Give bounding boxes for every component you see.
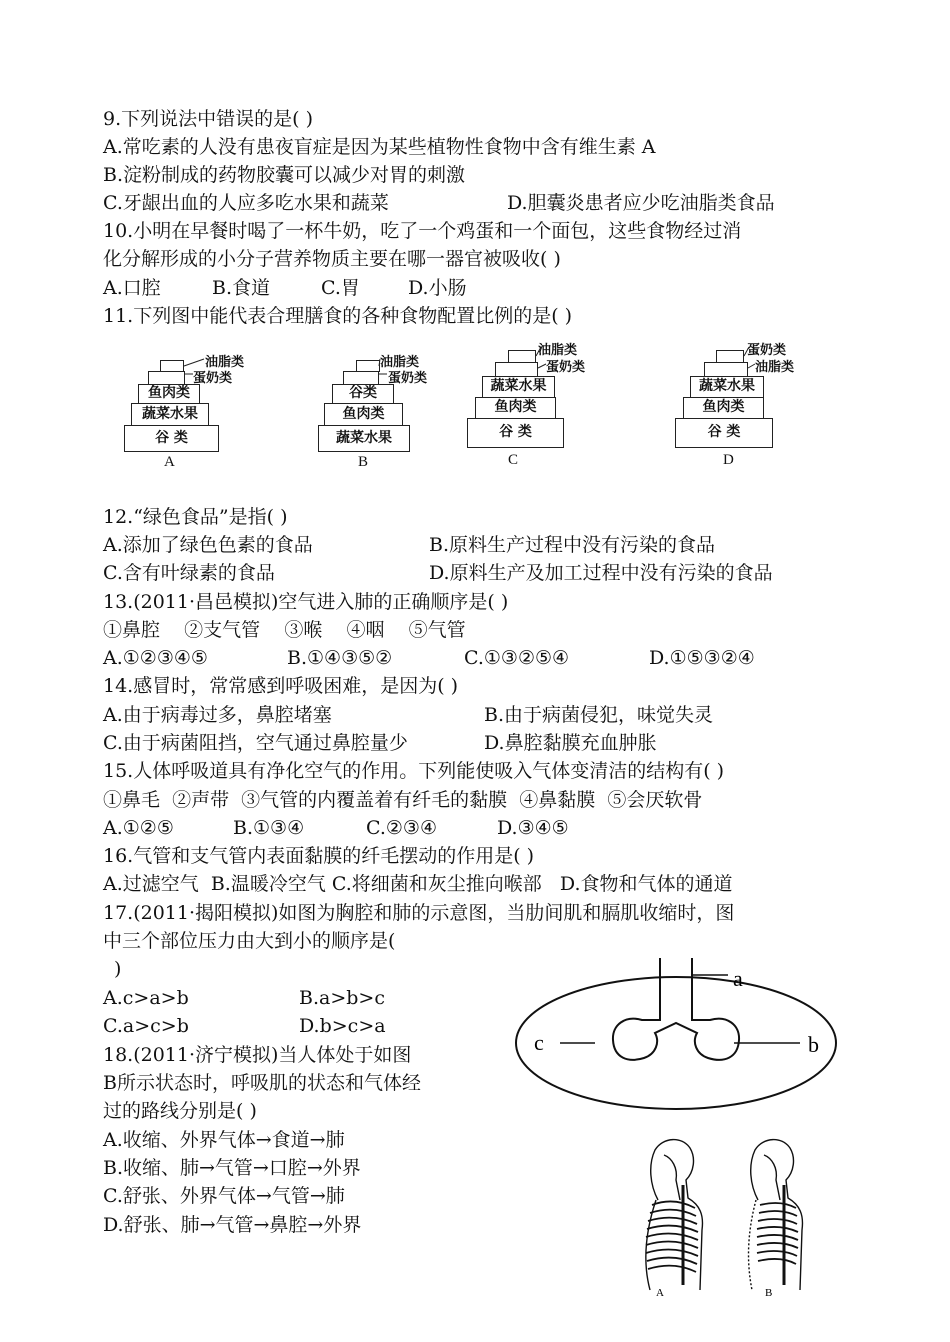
q14-option-a: A.由于病毒过多，鼻腔堵塞	[103, 704, 332, 726]
pyramid-c-level-3: 蔬菜水果	[482, 376, 555, 398]
q18-stem-1: 18.(2011·济宁模拟)当人体处于如图	[103, 1044, 412, 1066]
fig-label-a: a	[733, 966, 743, 991]
q12-option-b: B.原料生产过程中没有污染的食品	[429, 534, 716, 556]
q18-stem-3: 过的路线分别是( )	[103, 1100, 257, 1122]
q15-option-a: A.①②⑤	[103, 817, 174, 839]
torso-a-illustration	[646, 1140, 703, 1290]
q13-option-c: C.①③②⑤④	[464, 647, 570, 669]
pyramid-b-level-3: 谷类	[332, 384, 394, 404]
q9-option-a: A.常吃素的人没有患夜盲症是因为某些植物性食物中含有维生素 A	[103, 136, 656, 158]
q15-option-b: B.①③④	[233, 817, 305, 839]
q12-option-a: A.添加了绿色色素的食品	[103, 534, 313, 556]
q10-stem-2: 化分解形成的小分子营养物质主要在哪一器官被吸收( )	[103, 248, 561, 270]
q16-stem: 16.气管和支气管内表面黏膜的纤毛摆动的作用是( )	[103, 845, 535, 867]
pyramid-a-level-2: 蔬菜水果	[131, 403, 209, 426]
q17-stem-3: )	[114, 958, 122, 980]
pyramid-d-level-2: 鱼肉类	[683, 397, 764, 419]
q18-option-b: B.收缩、肺→气管→口腔→外界	[103, 1157, 361, 1179]
pyramid-c-top-label-1: 油脂类	[538, 343, 578, 358]
q9-option-c: C.牙龈出血的人应多吃水果和蔬菜	[103, 192, 389, 214]
pyramid-c-top-label-2: 蛋奶类	[546, 360, 586, 375]
q17-option-a: A.c>a>b	[103, 987, 189, 1009]
q14-option-b: B.由于病菌侵犯，味觉失灵	[484, 704, 714, 726]
q12-option-c: C.含有叶绿素的食品	[103, 562, 275, 584]
pyramid-d-caption: D	[723, 452, 734, 468]
q17-stem-1: 17.(2011·揭阳模拟)如图为胸腔和肺的示意图，当肋间肌和膈肌收缩时，图	[103, 902, 735, 924]
q17-option-d: D.b>c>a	[299, 1015, 386, 1037]
torso-a-caption: A	[656, 1287, 664, 1299]
q9-option-d: D.胆囊炎患者应少吃油脂类食品	[507, 192, 775, 214]
torso-b-illustration	[749, 1140, 803, 1290]
pyramid-a-caption: A	[164, 454, 175, 470]
q10-option-a: A.口腔	[103, 277, 161, 299]
pyramid-b-top-label-2: 蛋奶类	[388, 371, 428, 386]
q13-option-a: A.①②③④⑤	[103, 647, 208, 669]
q9-stem: 9.下列说法中错误的是( )	[103, 108, 313, 130]
q18-stem-2: B所示状态时，呼吸肌的状态和气体经	[103, 1072, 421, 1094]
q15-stem: 15.人体呼吸道具有净化空气的作用。下列能使吸入气体变清洁的结构有( )	[103, 760, 725, 782]
q14-option-d: D.鼻腔黏膜充血肿胀	[484, 732, 657, 754]
pyramid-d-top-label-2: 油脂类	[755, 360, 795, 375]
pyramid-d-level-3: 蔬菜水果	[690, 376, 764, 398]
pyramid-a-level-1: 谷 类	[124, 425, 219, 452]
q15-items: ①鼻毛 ②声带 ③气管的内覆盖着有纤毛的黏膜 ④鼻黏膜 ⑤会厌软骨	[103, 789, 703, 811]
q14-stem: 14.感冒时，常常感到呼吸困难，是因为( )	[103, 675, 459, 697]
pyramid-a-top-label-2: 蛋奶类	[193, 371, 233, 386]
pyramid-c-level-2: 鱼肉类	[475, 397, 556, 419]
q15-option-d: D.③④⑤	[497, 817, 569, 839]
q10-stem-1: 10.小明在早餐时喝了一杯牛奶，吃了一个鸡蛋和一个面包，这些食物经过消	[103, 220, 742, 242]
q17-option-c: C.a>c>b	[103, 1015, 189, 1037]
q11-stem: 11.下列图中能代表合理膳食的各种食物配置比例的是( )	[103, 305, 573, 327]
q16-options: A.过滤空气 B.温暖冷空气 C.将细菌和灰尘推向喉部 D.食物和气体的通道	[103, 873, 733, 895]
fig-label-c: c	[534, 1030, 544, 1055]
pyramid-b-level-2: 鱼肉类	[324, 403, 403, 426]
pyramid-d-top-label-1: 蛋奶类	[747, 343, 787, 358]
q13-option-d: D.①⑤③②④	[649, 647, 755, 669]
q10-option-d: D.小肠	[408, 277, 467, 299]
pyramid-d-level-1: 谷 类	[675, 418, 773, 448]
pyramid-a-top-label-1: 油脂类	[205, 355, 245, 370]
q17-stem-2: 中三个部位压力由大到小的顺序是(	[103, 930, 396, 952]
q10-option-c: C.胃	[321, 277, 360, 299]
pyramid-b-caption: B	[358, 454, 369, 470]
q12-stem: 12.“绿色食品”是指( )	[103, 506, 288, 528]
q15-option-c: C.②③④	[366, 817, 437, 839]
q17-option-b: B.a>b>c	[299, 987, 385, 1009]
pyramid-c-caption: C	[508, 452, 519, 468]
q18-option-d: D.舒张、肺→气管→鼻腔→外界	[103, 1214, 362, 1236]
pyramid-c-level-1: 谷 类	[467, 418, 564, 448]
q13-items: ①鼻腔 ②支气管 ③喉 ④咽 ⑤气管	[103, 619, 466, 641]
q12-option-d: D.原料生产及加工过程中没有污染的食品	[429, 562, 773, 584]
pyramid-b-top-label-1: 油脂类	[380, 355, 420, 370]
q14-option-c: C.由于病菌阻挡，空气通过鼻腔量少	[103, 732, 408, 754]
q9-option-b: B.淀粉制成的药物胶囊可以减少对胃的刺激	[103, 164, 466, 186]
q13-stem: 13.(2011·昌邑模拟)空气进入肺的正确顺序是( )	[103, 591, 509, 613]
q18-option-a: A.收缩、外界气体→食道→肺	[103, 1129, 345, 1151]
torso-b-caption: B	[765, 1287, 773, 1299]
fig-label-b: b	[808, 1032, 819, 1057]
q13-option-b: B.①④③⑤②	[287, 647, 393, 669]
q18-option-c: C.舒张、外界气体→气管→肺	[103, 1185, 345, 1207]
pyramid-b-level-1: 蔬菜水果	[318, 425, 410, 452]
pyramid-a-level-3: 鱼肉类	[138, 384, 200, 404]
q10-option-b: B.食道	[212, 277, 271, 299]
